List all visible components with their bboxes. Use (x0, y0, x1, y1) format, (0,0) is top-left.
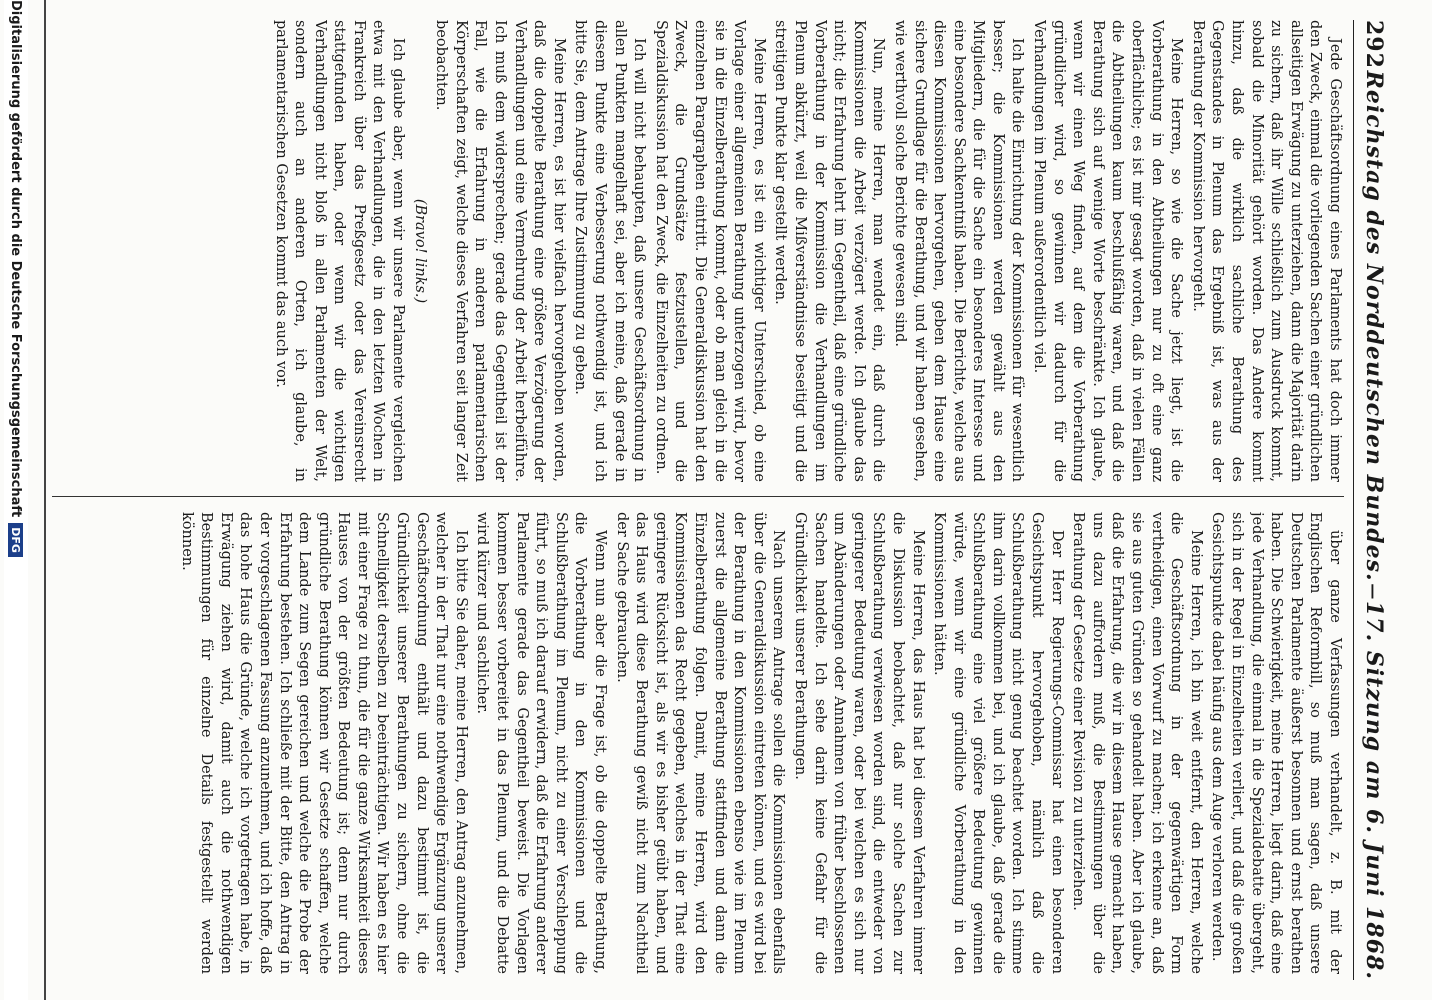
footer-caption: Digitalisierung gefördert durch die Deutsche Forschungsgemeinschaft (8, 0, 24, 518)
paragraph: Meine Herren, ich bin weit entfernt, den Herren, welche die Geschäftsordnung in der gegenwärtigen Form vertheidigen, einen Vorwurf zu machen; ich erkenne an, daß sie aus guten Gründen so gehandelt haben. Aber ich glaube, daß die Erfahrung, die wir in diesem Hause gemacht haben, uns dazu auffordern muß, die Bestimmungen über die Berathung der Gesetze einer Revision zu unterziehen. (1070, 512, 1204, 974)
left-text-column (52, 20, 1344, 482)
column-divider (52, 496, 1344, 497)
paragraph: Ich glaube aber, wenn wir unsere Parlamente vergleichen etwa mit den Verhandlungen, die in den letzten Wochen in Frankreich über das Preßgesetz oder das Vereinsrecht stattgefunden haben, oder wenn wir die wichtigen Verhandlungen nicht bloß in allen Parlamenten der Welt, sondern auch an anderen Orten, ich glaube, in parlamentarischen Gesetzen kommt das auch vor. (272, 20, 407, 482)
page-number: 292 (1361, 20, 1387, 69)
dfg-logo: DFG (9, 523, 24, 557)
paragraph: Meine Herren, es ist hier vielfach hervorgehoben worden, daß die doppelte Berathung eine größere Verzögerung der Verhandlungen und eine Vermehrung der Arbeit herbeiführe. Ich muß dem widersprechen; gerade das Gegentheil ist der Fall, wie die Erfahrung in anderen parlamentarischen Körperschaften zeigt, welche dieses Verfahren seit langer Zeit beobachten. (433, 20, 567, 482)
paragraph: Meine Herren, so wie die Sache jetzt liegt, ist die Vorberathung in den Abtheilungen nur zu oft eine ganz oberflächliche; es ist mir gesagt worden, daß in vielen Fällen die Abtheilungen kaum beschlußfähig waren, und daß die Berathung sich auf wenige Worte beschränkte. Ich glaube, wenn wir einen Weg finden, auf dem die Vorberathung gründlicher wird, so gewinnen wir dadurch für die Verhandlungen im Plenum außerordentlich viel. (1031, 20, 1185, 482)
session-date: 17. Sitzung am 6. Juni 1868. (1361, 600, 1387, 980)
paragraph: Meine Herren, das Haus hat bei diesem Verfahren immer die Diskussion beobachtet, daß nur solche Sachen zur Schlußberathung verwiesen worden sind, die entweder von geringerer Bedeutung waren, oder bei welchen es sich nur um Abänderungen oder Annahmen von früher beschlossenen Sachen handelte. Ich sehe darin keine Gefahr für die Gründlichkeit unserer Berathungen. (791, 512, 926, 974)
paragraph: Ich bitte Sie daher, meine Herren, den Antrag anzunehmen, welcher in der That nur eine nothwendige Ergänzung unserer Geschäftsordnung enthält und dazu bestimmt ist, die Gründlichkeit unserer Berathungen zu sichern, ohne die Schnelligkeit derselben zu beeinträchtigen. Wir haben es hier mit einer Frage zu thun, die für die ganze Wirksamkeit dieses Hauses von der größten Bedeutung ist; denn nur durch gründliche Berathung können wir Gesetze schaffen, welche dem Lande zum Segen gereichen und welche die Probe der Erfahrung bestehen. Ich schließe mit der Bitte, den Antrag in der vorgeschlagenen Fassung anzunehmen, und ich hoffe, daß das hohe Haus die Gründe, welche ich vorgetragen habe, in Erwägung ziehen wird, damit auch die nothwendigen Bestimmungen für einzelne Details festgestellt werden können. (178, 512, 469, 974)
interjection: (Bravo! links.) (411, 198, 428, 304)
paragraph: Nun, meine Herren, man wendet ein, daß durch die Kommissionen die Arbeit verzögert werde. Ich glaube das nicht; die Erfahrung lehrt im Gegentheil, daß eine gründliche Vorberathung in der Kommission die Verhandlungen im Plenum abkürzt, weil die Mißverständnisse beseitigt und die streitigen Punkte klar gestellt werden. (772, 20, 887, 482)
header-separator: — (1364, 583, 1384, 600)
paragraph: Der Herr Regierungs-Commissar hat einen besonderen Gesichtspunkt hervorgehoben, nämlich daß die Schlußberathung nicht genug beachtet worden. Ich stimme ihm darin vollkommen bei, und ich glaube, daß gerade die Schlußberathung eine viel größere Bedeutung gewinnen würde, wenn wir eine gründliche Vorberathung in den Kommissionen hätten. (931, 512, 1065, 974)
right-text-column (52, 512, 1344, 974)
publication-title: Reichstag des Norddeutschen Bundes. (1361, 70, 1387, 582)
paragraph: über ganze Verfassungen verhandelt, z. B. mit der Englischen Reformbill, so muß man sagen, daß unsere Deutschen Parlamente äußerst besonnen und ernst berathen haben. Die Schwierigkeit, meine Herren, liegt darin, daß eine jede Verhandlung, die einmal in die Spezialdebatte übergeht, sich in der Regel in Einzelheiten verliert, und daß die großen Gesichtspunkte dabei häufig aus dem Auge verloren werden. (1209, 512, 1343, 974)
digitization-footer (4, 0, 28, 1000)
page-header (1353, 20, 1394, 980)
paragraph: Meine Herren, es ist ein wichtiger Unterschied, ob eine Vorlage einer allgemeinen Berathung unterzogen wird, bevor sie in die Einzelberathung kommt, oder ob man gleich in die einzelnen Paragraphen eintritt. Die Generaldiskussion hat den Zweck, die Grundsätze festzustellen, und die Spezialdiskussion hat den Zweck, die Einzelheiten zu ordnen. (652, 20, 767, 482)
paragraph: Jede Geschäftsordnung eines Parlaments hat doch immer den Zweck, einmal die vorliegenden Sachen einer gründlichen allseitigen Erwägung zu unterziehen, dann die Majorität darin zu sichern, daß ihr Wille schließlich zum Ausdruck kommt, sobald die Minorität gehört worden. Das Andere kommt hinzu, daß die wirklich sachliche Berathung des Gegenstandes in Plenum das Ergebniß ist, was aus der Berathung der Kommission hervorgeht. (1189, 20, 1343, 482)
page-edge-line (44, 0, 46, 1000)
paragraph: Wenn nun aber die Frage ist, ob die doppelte Berathung, die Vorberathung in den Kommissionen und die Schlußberathung im Plenum, nicht zu einer Verschleppung führt, so muß ich darauf erwidern, daß die Erfahrung anderer Parlamente gerade das Gegentheil beweist. Die Vorlagen kommen besser vorbereitet in das Plenum, und die Debatte wird kürzer und sachlicher. (474, 512, 609, 974)
paragraph: Ich halte die Einrichtung der Kommissionen für wesentlich besser; die Kommissionen werden gewählt aus den Mitgliedern, die für die Sache ein besonderes Interesse und eine besondere Sachkenntniß haben. Die Berichte, welche aus diesen Kommissionen hervorgehen, geben dem Hause eine sichere Grundlage für die Berathung, und wir haben gesehen, wie werthvoll solche Berichte gewesen sind. (891, 20, 1026, 482)
paragraph: Ich will nicht behaupten, daß unsere Geschäftsordnung in allen Punkten mangelhaft sei, aber ich meine, daß gerade in diesem Punkte eine Verbesserung nothwendig ist, und ich bitte Sie, dem Antrage Ihre Zustimmung zu geben. (572, 20, 648, 482)
paragraph: Nach unserem Antrage sollen die Kommissionen ebenfalls über die Generaldiskussion eintreten können, und es wird bei der Berathung in den Kommissionen ebenso wie im Plenum zuerst die allgemeine Berathung stattfinden und dann die Einzelberathung folgen. Damit, meine Herren, wird den Kommissionen das Recht gegeben, welches in der That eine geringere Rücksicht ist, als wir es bisher geübt haben, und das Haus wird diese Berathung gewiß nicht zum Nachtheil der Sache gebrauchen. (613, 512, 787, 974)
